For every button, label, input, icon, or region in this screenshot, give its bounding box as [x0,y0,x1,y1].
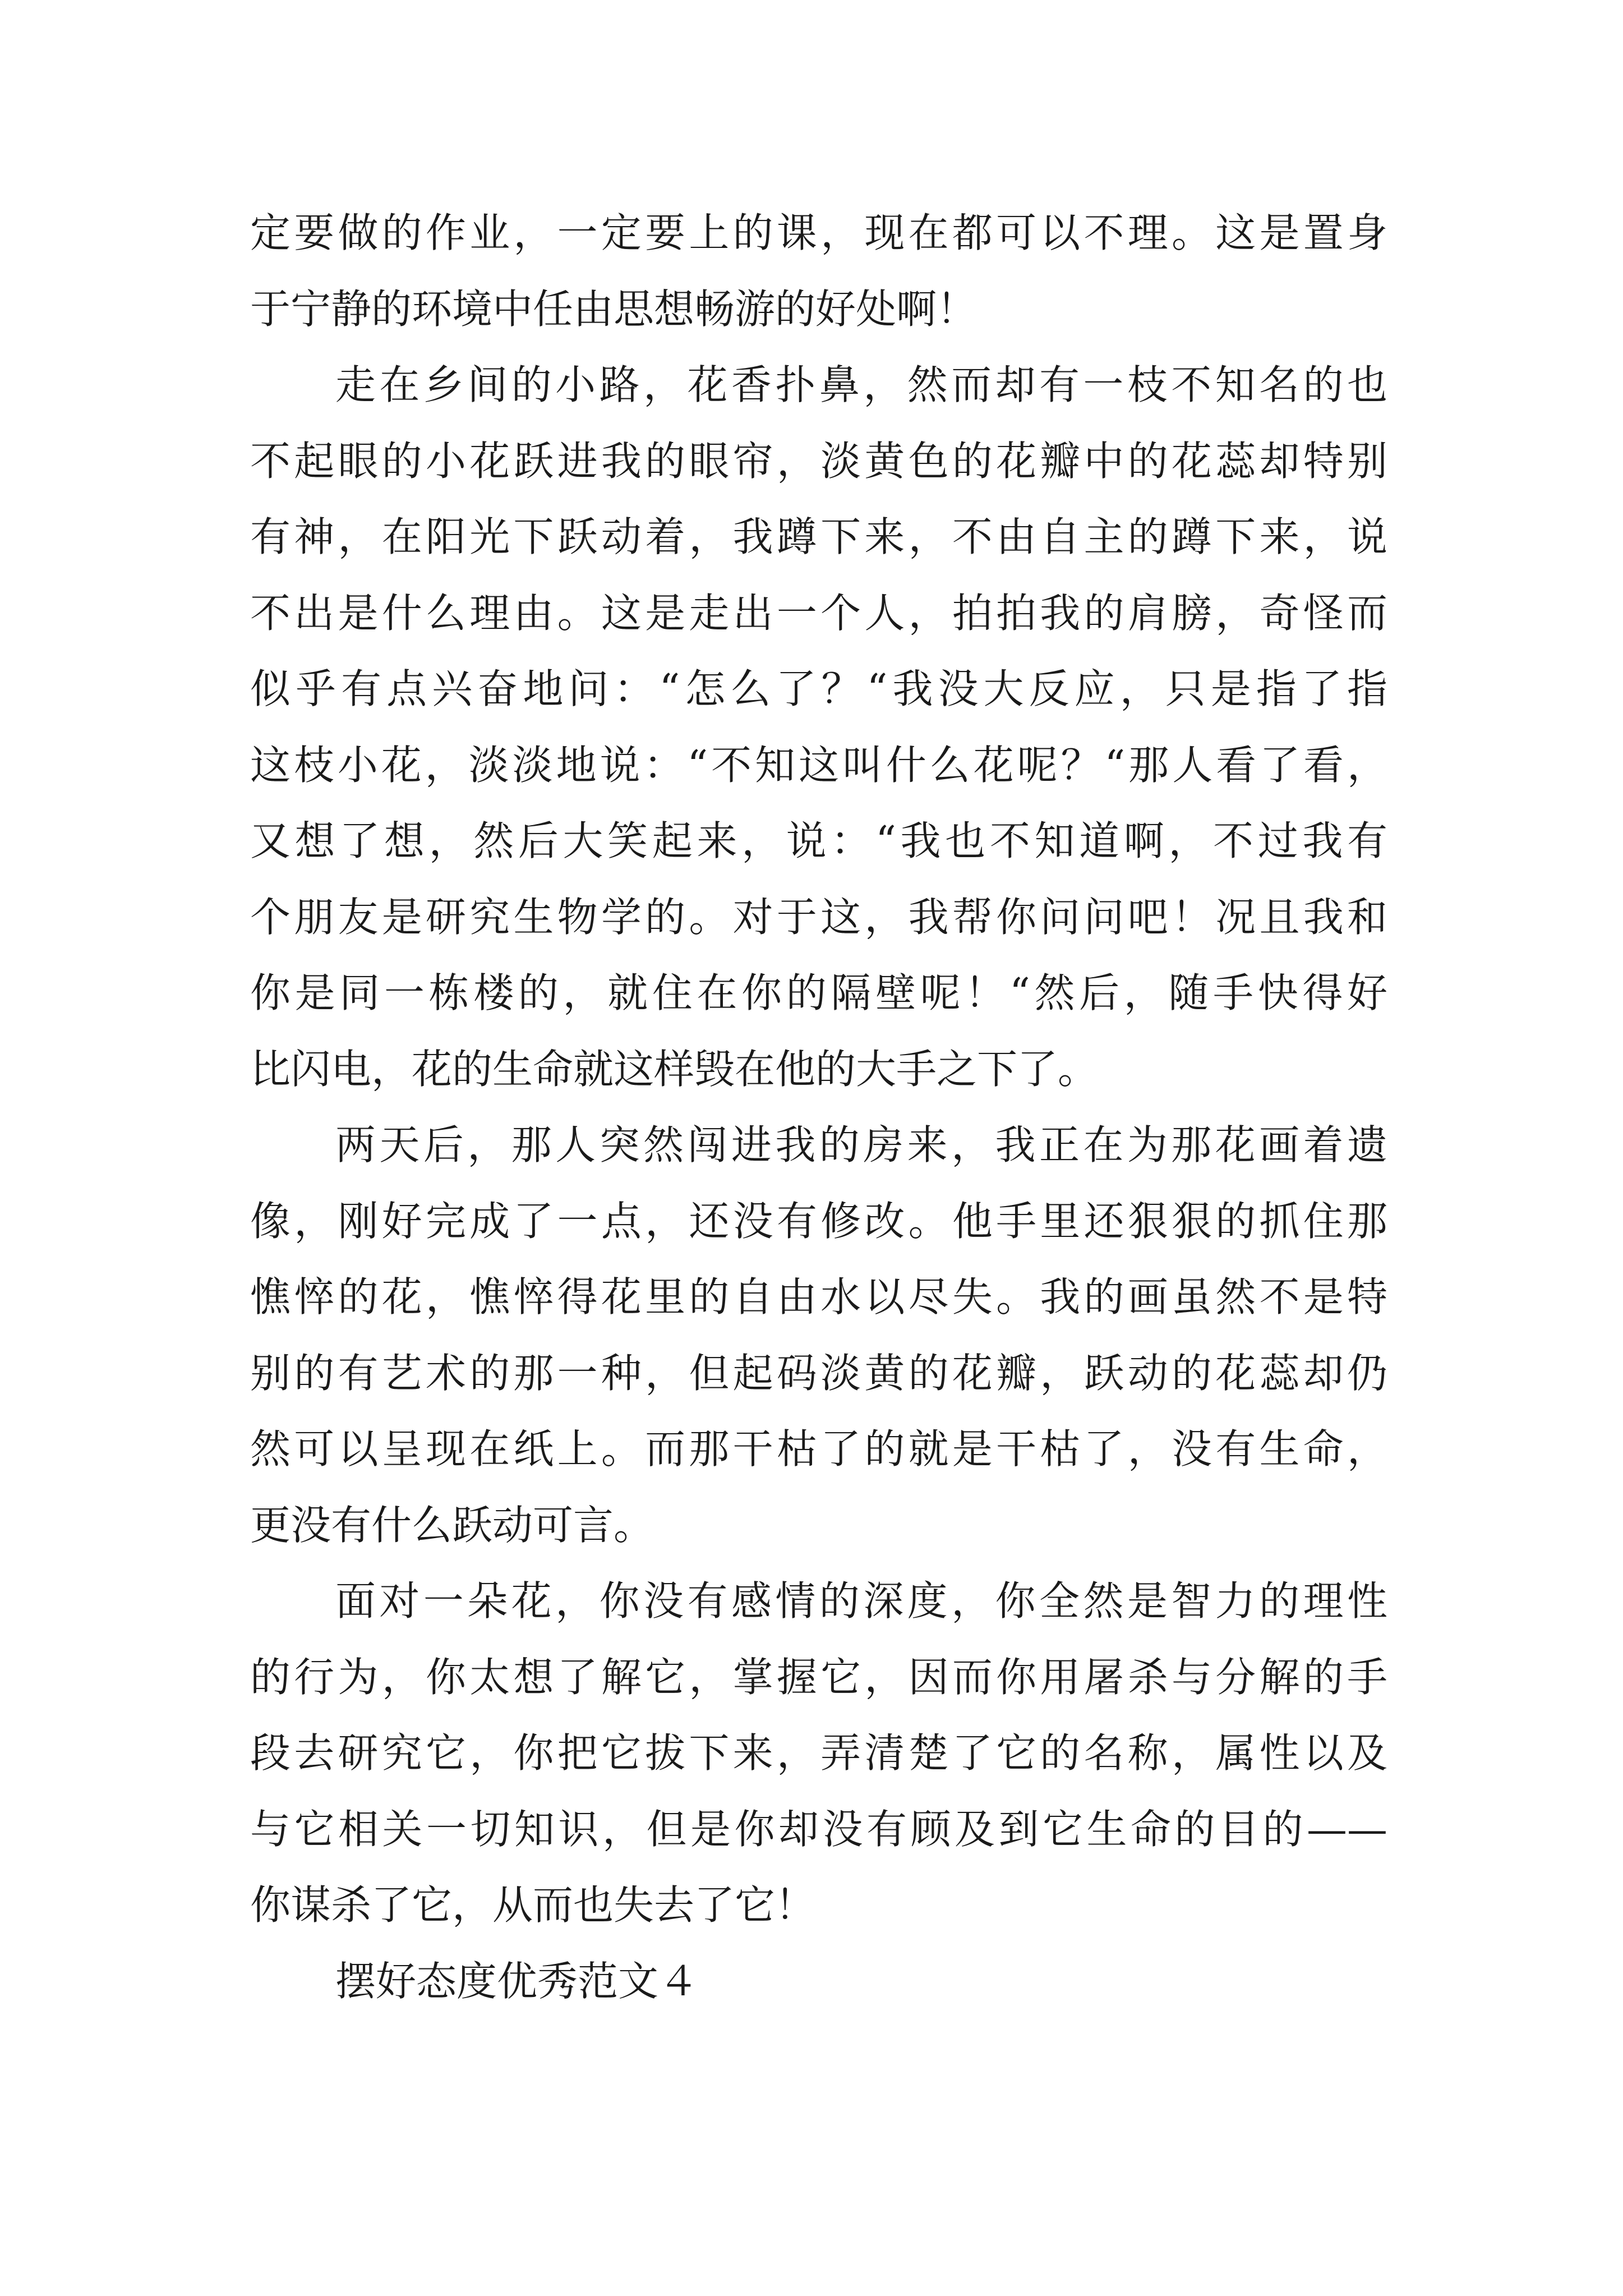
text-line: 憔悴的花，憔悴得花里的自由水以尽失。我的画虽然不是特 [250,1273,1387,1320]
body-text [250,195,1387,2019]
text-line: 与它相关一切知识，但是你却没有顾及到它生命的目的—— [250,1805,1387,1853]
text-line: 你谋杀了它，从而也失去了它！ [250,1881,816,1929]
text-line: 似乎有点兴奋地问：“怎么了？“我没大反应，只是指了指 [250,665,1387,712]
section-heading: 摆好态度优秀范文４ [335,1957,699,2005]
text-line: 别的有艺术的那一种，但起码淡黄的花瓣，跃动的花蕊却仍 [250,1349,1387,1397]
text-line: 你是同一栋楼的，就住在你的隔壁呢！“然后，随手快得好 [250,969,1387,1016]
text-line: 个朋友是研究生物学的。对于这，我帮你问问吧！况且我和 [250,893,1387,941]
text-line: 更没有什么跃动可言。 [250,1501,654,1549]
text-line: 这枝小花，淡淡地说：“不知这叫什么花呢？“那人看了看， [250,741,1387,789]
text-line: 不起眼的小花跃进我的眼帘，淡黄色的花瓣中的花蕊却特别 [250,437,1387,485]
text-line: 走在乡间的小路，花香扑鼻，然而却有一枝不知名的也 [335,361,1387,408]
text-line: 又想了想，然后大笑起来，说：“我也不知道啊，不过我有 [250,817,1387,864]
text-line: 两天后，那人突然闯进我的房来，我正在为那花画着遗 [335,1121,1387,1168]
text-line: 比闪电，花的生命就这样毁在他的大手之下了。 [250,1045,1099,1093]
text-line: 定要做的作业，一定要上的课，现在都可以不理。这是置身 [250,209,1387,256]
text-line: 像，刚好完成了一点，还没有修改。他手里还狠狠的抓住那 [250,1197,1387,1245]
text-line: 段去研究它，你把它拔下来，弄清楚了它的名称，属性以及 [250,1729,1387,1777]
text-line: 面对一朵花，你没有感情的深度，你全然是智力的理性 [335,1577,1387,1625]
text-line: 不出是什么理由。这是走出一个人，拍拍我的肩膀，奇怪而 [250,589,1387,637]
text-line: 然可以呈现在纸上。而那干枯了的就是干枯了，没有生命， [250,1425,1387,1473]
text-line: 于宁静的环境中任由思想畅游的好处啊！ [250,285,978,333]
text-line: 的行为，你太想了解它，掌握它，因而你用屠杀与分解的手 [250,1653,1387,1701]
text-line: 有神，在阳光下跃动着，我蹲下来，不由自主的蹲下来，说 [250,513,1387,560]
